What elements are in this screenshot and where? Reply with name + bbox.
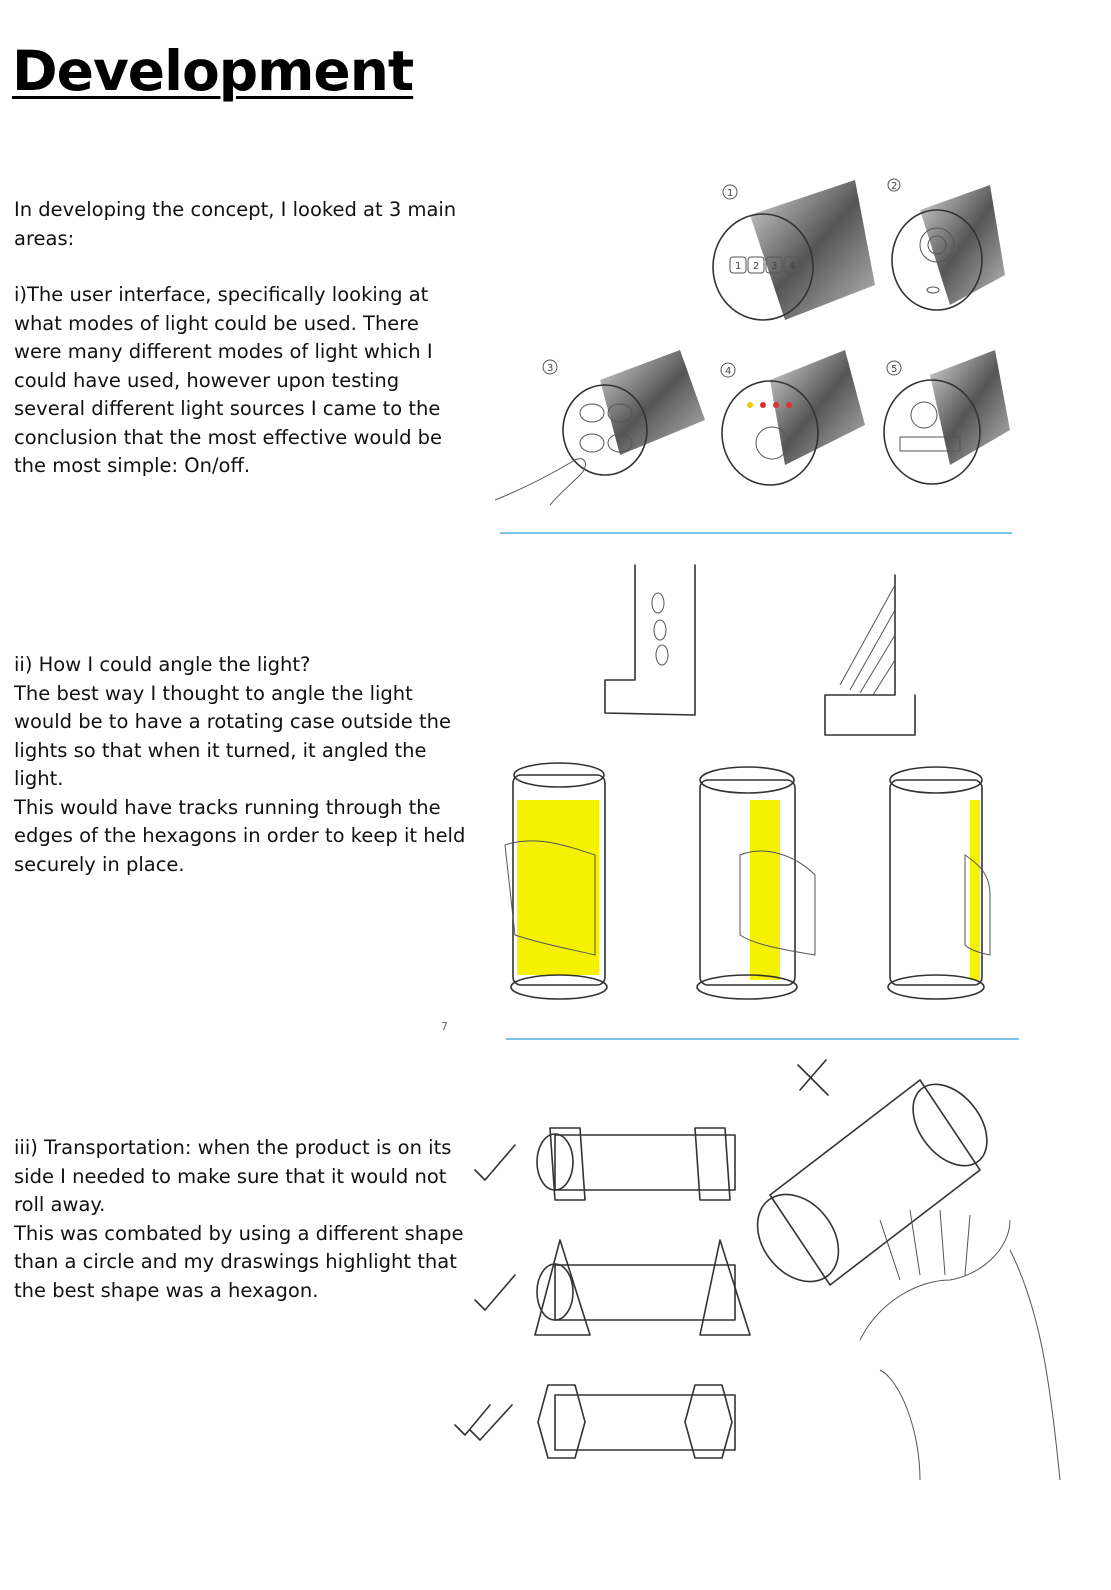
angle-paragraph-2: This would have tracks running through the edges of the hexagons in order to keep it held securely in place. [14, 795, 466, 876]
sketch-option-4 [721, 350, 865, 485]
sketch-number-3: 3 [547, 363, 554, 374]
button-label-3: 3 [771, 261, 778, 272]
angle-heading: ii) How I could angle the light? [14, 653, 311, 676]
divider-1 [500, 532, 1012, 534]
user-interface-paragraph: i)The user interface, specifically looking at what modes of light could be used. There were many different modes of light which I could have used, however upon testing several different light sources I came to the conclusion that the most effective would be the most simple: On/off. [14, 283, 443, 477]
check-mark-icon-2 [475, 1275, 515, 1310]
page-title: Development [12, 39, 414, 103]
section-user-interface-text [14, 196, 466, 481]
sketch-option-2 [888, 179, 1005, 310]
rotating-case-sketch-1 [505, 763, 607, 999]
button-label-4: 4 [789, 261, 796, 272]
intro-paragraph: In developing the concept, I looked at 3 main areas: [14, 198, 457, 250]
triangular-cylinder-sketch [535, 1240, 750, 1335]
double-check-mark-icon [455, 1405, 512, 1440]
sketch-option-5 [884, 350, 1010, 484]
sketch-option-3 [495, 350, 705, 505]
sketch-number-2: 2 [891, 181, 898, 192]
rotating-case-sketch-3 [888, 767, 990, 999]
transportation-paragraph-2: This was combated by using a different shape than a circle and my draswings highlight that the best shape was a hexagon. [14, 1221, 464, 1302]
flat-edge-cylinder-sketch [537, 1128, 735, 1200]
hexagon-cylinder-sketch [538, 1385, 735, 1458]
rotating-case-sketch-2 [697, 767, 815, 999]
sketch-number-1: 1 [727, 188, 734, 199]
button-label-1: 1 [735, 261, 742, 272]
rotating-case-sketches [495, 555, 1020, 1015]
sketch-option-1 [713, 180, 875, 320]
cross-mark-icon [798, 1060, 828, 1095]
round-cylinder-sketch [741, 1070, 1060, 1480]
section-angle-light-text [14, 651, 466, 879]
button-label-2: 2 [753, 261, 760, 272]
sketch-number-5: 5 [891, 364, 898, 375]
track-detail-sketch-left [605, 565, 695, 715]
divider-2 [506, 1038, 1019, 1040]
transportation-paragraph-1: iii) Transportation: when the product is on its side I needed to make sure that it would not roll away. [14, 1136, 452, 1216]
page-mark: 7 [441, 1020, 448, 1033]
sketch-number-4: 4 [725, 366, 732, 377]
track-detail-sketch-right [825, 575, 915, 735]
button-layout-sketches [480, 175, 1040, 520]
section-transportation-text [14, 1134, 466, 1305]
angle-paragraph-1: The best way I thought to angle the light would be to have a rotating case outside the lights so that when it turned, it angled the light. [14, 681, 451, 790]
check-mark-icon-1 [475, 1145, 515, 1180]
shape-comparison-sketches [450, 1050, 1070, 1480]
